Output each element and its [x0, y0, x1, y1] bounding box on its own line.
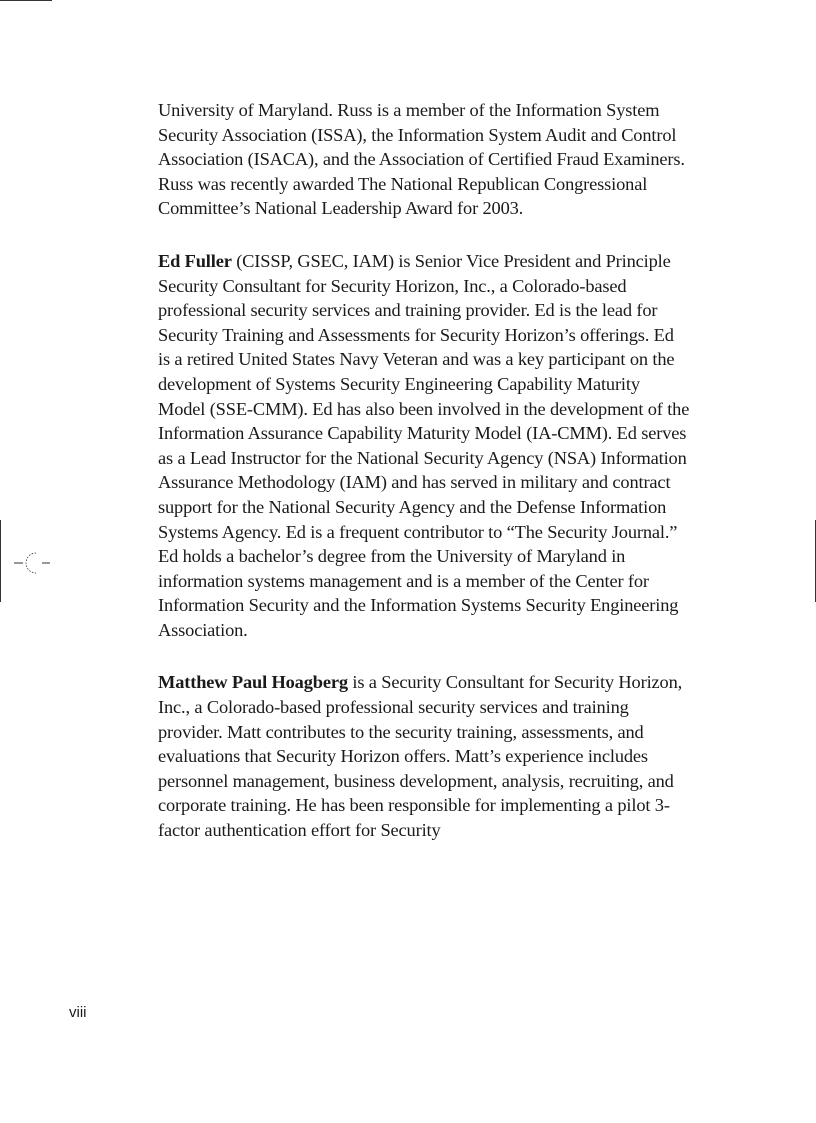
crop-mark-top: [0, 0, 52, 1]
bio-text-block: [158, 98, 690, 871]
page-number: viii: [69, 1004, 87, 1021]
paragraph-text: is a Security Consultant for Security Horizon, Inc., a Colorado-based professional security services and training provider. Matt contributes to the security training, assessments, and evaluations that Security Horizon offers. Matt’s experience includes personnel management, business development, analysis, recruiting, and corporate training. He has been responsible for implementing a pilot 3-factor authentication effort for Security: [158, 672, 683, 841]
registration-mark-icon: [14, 548, 54, 578]
paragraph-text: (CISSP, GSEC, IAM) is Senior Vice President and Principle Security Consultant for Security Horizon, Inc., a Colorado-based professional security services and training provider. Ed is the lead for Security Training and Assessments for Security Horizon’s offerings. Ed is a retired United States Navy Veteran and was a key participant on the development of Systems Security Engineering Capability Maturity Model (SSE-CMM). Ed has also been involved in the development of the Information Assurance Capability Maturity Model (IA-CMM). Ed serves as a Lead Instructor for the National Security Agency (NSA) Information Assurance Methodology (IAM) and has served in military and contract support for the National Security Agency and the Defense Information Systems Agency. Ed is a frequent contributor to “The Security Journal.” Ed holds a bachelor’s degree from the University of Maryland in information systems management and is a member of the Center for Information Security and the Information Systems Security Engineering Association.: [158, 250, 690, 640]
person-name: Ed Fuller: [158, 250, 232, 271]
paragraph-text: University of Maryland. Russ is a member of the Information System Security Association (ISSA), the Information System Audit and Control Association (ISACA), and the Association of Certified Fraud Examiners. Russ was recently awarded The National Republican Congressional Committee’s National Leadership Award for 2003.: [158, 100, 685, 219]
crop-mark-left: [0, 520, 1, 602]
bio-paragraph-continuation: [158, 98, 690, 221]
bio-paragraph-matthew-hoagberg: [158, 670, 690, 842]
person-name: Matthew Paul Hoagberg: [158, 672, 348, 693]
bio-paragraph-ed-fuller: [158, 249, 690, 643]
